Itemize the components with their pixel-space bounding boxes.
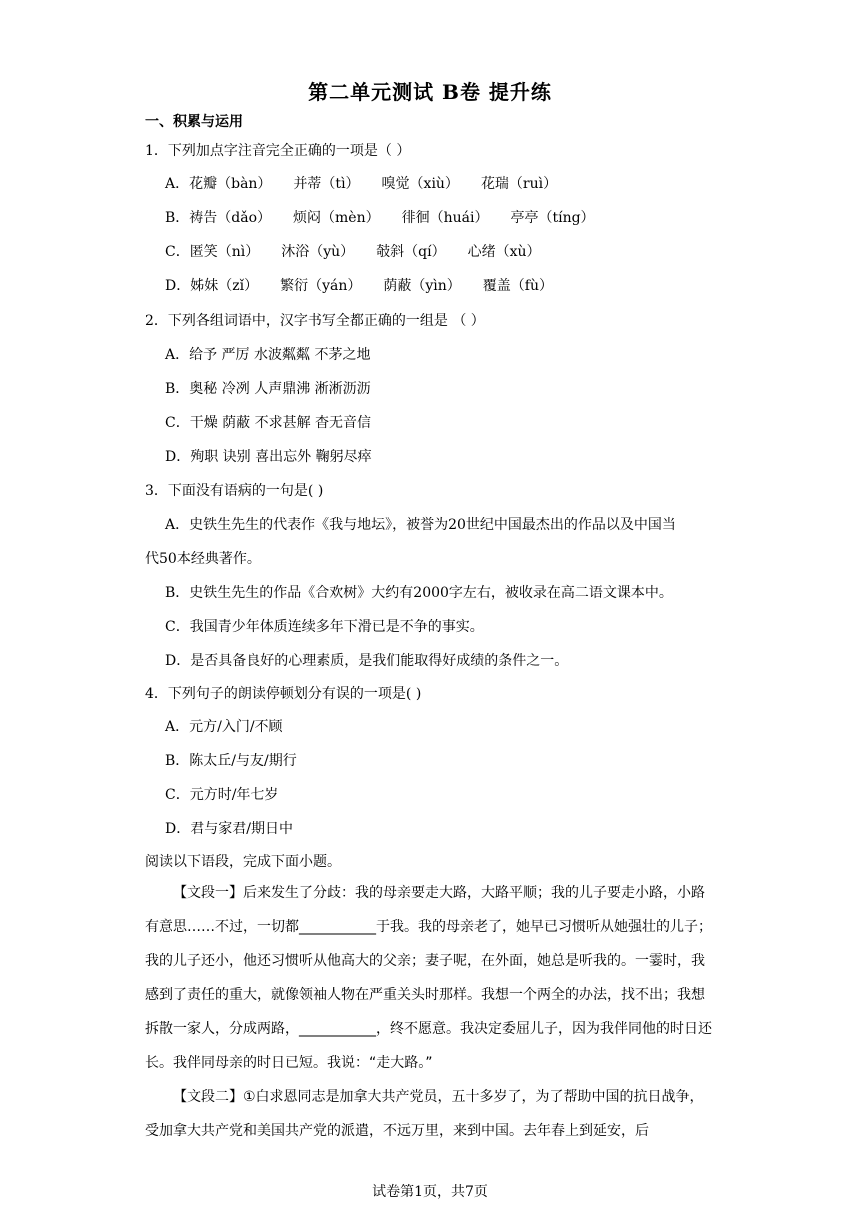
question-2-option-c: C．干燥 荫蔽 不求甚解 杳无音信 [165,415,372,431]
option-item: 徘徊（huái） [401,210,489,226]
question-4-option-a: A．元方/入门/不顾 [165,719,283,735]
question-4-option-d: D．君与家君/期日中 [165,821,293,837]
question-1-option-b [165,207,617,227]
option-item: 花瑞（ruì） [480,176,558,192]
question-3-option-a-cont: 代50本经典著作。 [145,551,261,567]
question-4-option-b: B．陈太丘/与友/期行 [165,753,297,769]
question-3-stem: 3．下面没有语病的一句是( ) [145,483,324,499]
option-item: 覆盖（fù） [482,278,553,294]
question-3-option-d: D．是否具备良好的心理素质，是我们能取得好成绩的条件之一。 [165,653,569,669]
question-1-option-c [165,241,563,261]
question-2-option-a: A．给予 严厉 水波粼粼 不茅之地 [165,347,371,363]
question-1-option-d [165,275,575,295]
page-title: 第二单元测试 B卷 提升练 [308,80,552,104]
option-item: 攲斜（qí） [376,244,446,260]
passage-1: 【文段一】后来发生了分歧：我的母亲要走大路，大路平顺；我的儿子要走小路，小路有意思……不过，一切都___________于我。我的母亲老了，她早已习惯听从她强壮的儿子；我的儿子还小，他还习惯听从他高大的父亲；妻子呢，在外面，她总是听我的。一霎时，我感到了责任的重大，就像领袖人物在严重关头时那样。我想一个两全的办法，找不出；我想拆散一家人，分成两路，___________，终不愿意。我决定委屈儿子，因为我伴同他的时日还长。我伴同母亲的时日已短。我说：“走大路。” [145,885,712,1071]
section-heading: 一、积累与运用 [145,114,243,130]
option-item: 荫蔽（yìn） [383,278,461,294]
option-item: B．祷告（dǎo） [165,210,272,226]
question-3-option-a: A．史铁生先生的代表作《我与地坛》，被誉为20世纪中国最杰出的作品以及中国当 [165,517,676,533]
option-item: 繁衍（yán） [280,278,362,294]
reading-intro: 阅读以下语段，完成下面小题。 [145,854,341,870]
option-item: 心绪（xù） [467,244,541,260]
question-3-option-b: B．史铁生先生的作品《合欢树》大约有2000字左右，被收录在高二语文课本中。 [165,585,673,601]
page-footer: 试卷第1页，共7页 [372,1184,488,1200]
option-item: 并蒂（tì） [293,176,360,192]
option-item: 沐浴（yù） [281,244,355,260]
option-item: 嗅觉（xiù） [381,176,459,192]
question-4-stem: 4．下列句子的朗读停顿划分有误的一项是( ) [145,686,422,702]
option-item: 亭亭（tíng） [510,210,595,226]
passage-2: 【文段二】①白求恩同志是加拿大共产党员，五十多岁了，为了帮助中国的抗日战争，受加拿大共产党和美国共产党的派遣，不远万里，来到中国。去年春上到延安，后 [145,1089,704,1139]
question-2-stem: 2．下列各组词语中，汉字书写全都正确的一组是 （ ） [145,313,485,329]
option-item: A．花瓣（bàn） [165,176,272,192]
question-1-stem: 1．下列加点字注音完全正确的一项是（ ） [145,143,411,159]
option-item: D．姊妹（zǐ） [165,278,259,294]
option-item: 烦闷（mèn） [293,210,380,226]
question-1-option-a [165,173,579,193]
question-4-option-c: C．元方时/年七岁 [165,787,279,803]
question-2-option-d: D．殉职 诀别 喜出忘外 鞠躬尽瘁 [165,449,372,465]
option-item: C．匿笑（nì） [165,244,260,260]
question-3-option-c: C．我国青少年体质连续多年下滑已是不争的事实。 [165,619,484,635]
question-2-option-b: B．奥秘 冷冽 人声鼎沸 淅淅沥沥 [165,381,371,397]
